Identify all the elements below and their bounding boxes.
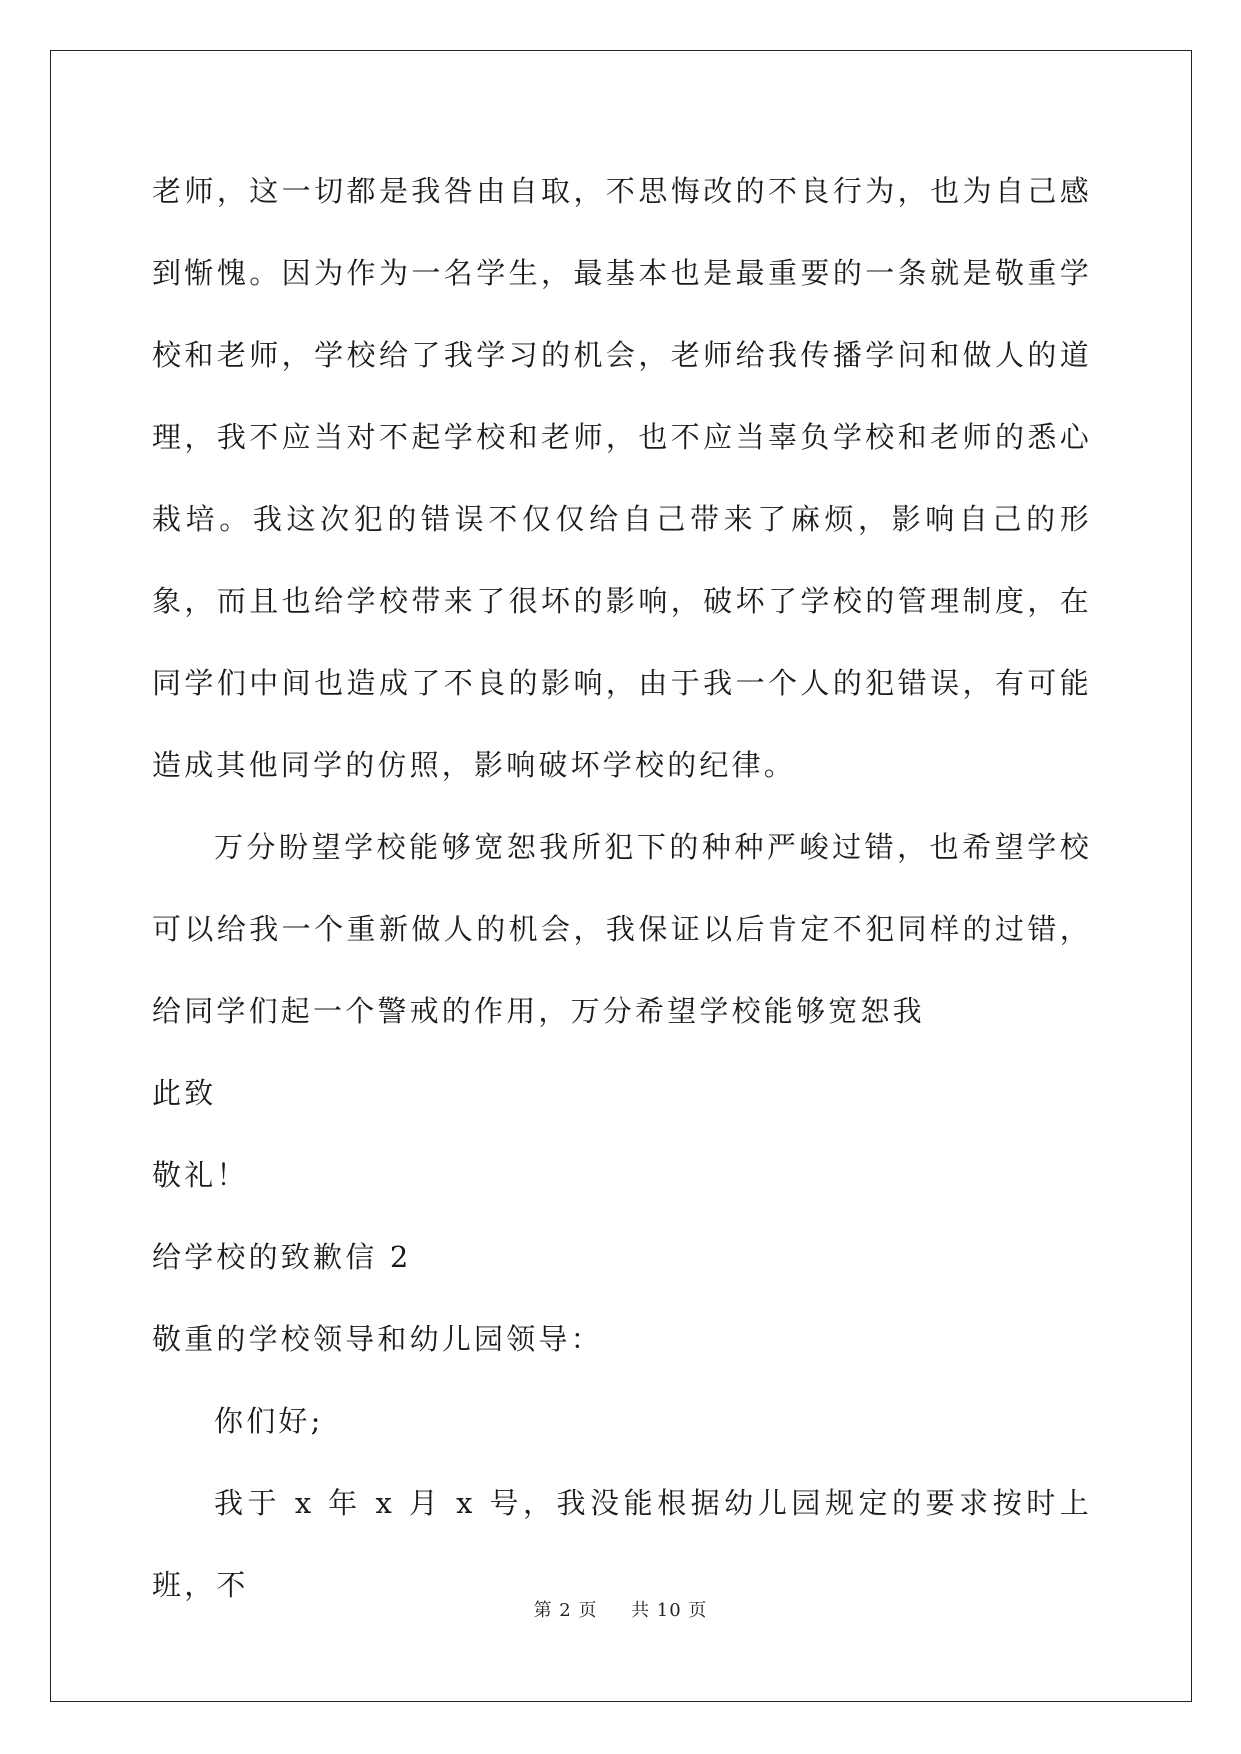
page-number: 第 2 页 <box>533 1600 598 1621</box>
body-paragraph-2: 万分盼望学校能够宽恕我所犯下的种种严峻过错，也希望学校可以给我一个重新做人的机会，我保证以后肯定不犯同样的过错，给同学们起一个警戒的作用，万分希望学校能够宽恕我 <box>152 830 1092 1028</box>
body-paragraph-3: 我于 x 年 x 月 x 号，我没能根据幼儿园规定的要求按时上班，不 <box>152 1486 1092 1602</box>
closing-jingli: 敬礼！ <box>152 1158 249 1192</box>
closing-cizhi: 此致 <box>152 1076 217 1110</box>
body-paragraph-1: 老师，这一切都是我咎由自取，不思悔改的不良行为，也为自己感到惭愧。因为作为一名学生，最基本也是最重要的一条就是敬重学校和老师，学校给了我学习的机会，老师给我传播学问和做人的道理，我不应当对不起学校和老师，也不应当辜负学校和老师的悉心栽培。我这次犯的错误不仅仅给自己带来了麻烦，影响自己的形象，而且也给学校带来了很坏的影响，破坏了学校的管理制度，在同学们中间也造成了不良的影响，由于我一个人的犯错误，有可能造成其他同学的仿照，影响破坏学校的纪律。 <box>152 174 1092 782</box>
document-body <box>152 150 1092 1626</box>
page-total: 共 10 页 <box>631 1600 708 1621</box>
greeting: 你们好; <box>214 1404 324 1438</box>
salutation: 敬重的学校领导和幼儿园领导： <box>152 1322 603 1356</box>
section-title: 给学校的致歉信 2 <box>152 1240 412 1274</box>
page-footer <box>0 1596 1241 1622</box>
